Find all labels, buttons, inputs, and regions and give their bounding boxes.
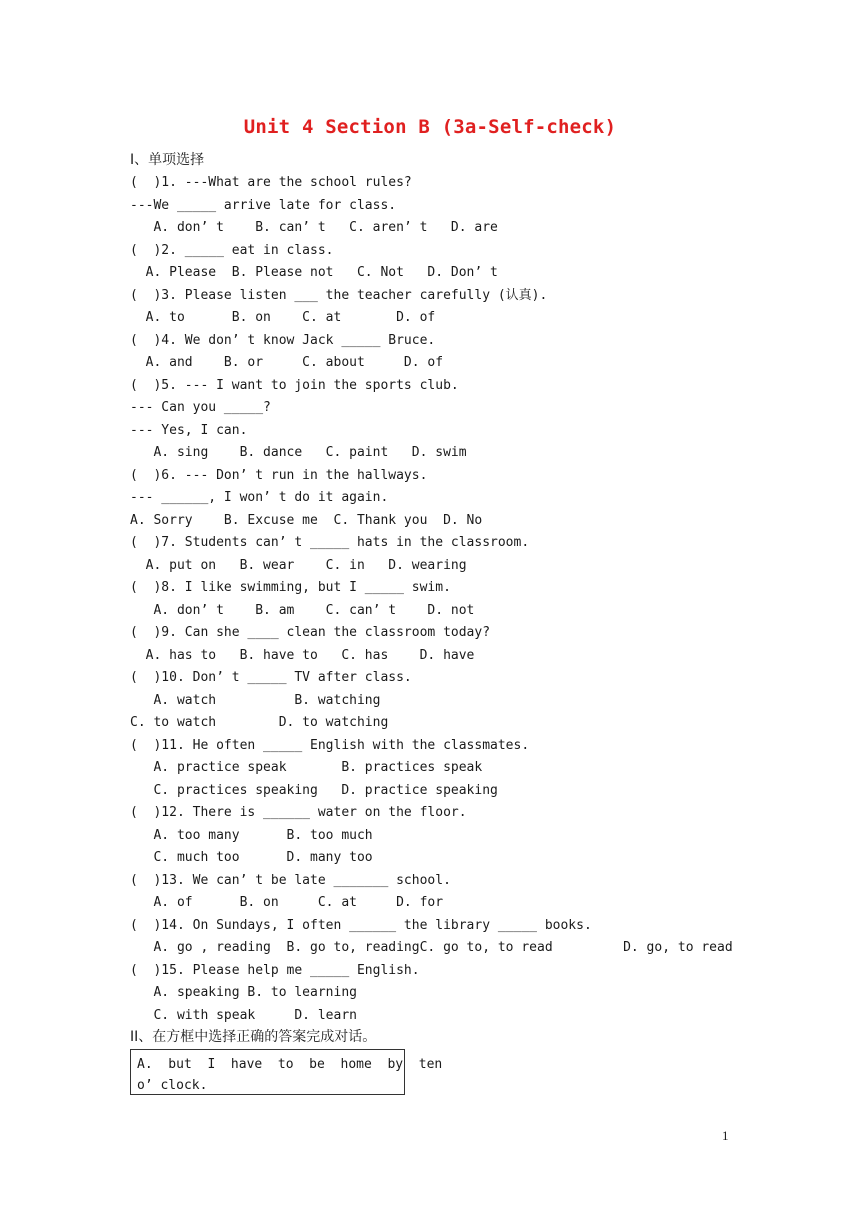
answer-box	[130, 1049, 443, 1095]
question-line: ( )14. On Sundays, I often ______ the library _____ books.	[130, 917, 592, 933]
question-line: A. sing B. dance C. paint D. swim	[130, 445, 467, 460]
question-line: ( )8. I like swimming, but I _____ swim.	[130, 580, 451, 595]
page-title: Unit 4 Section B (3a-Self-check)	[243, 116, 617, 138]
question-line: --- Can you _____?	[130, 400, 271, 415]
section-heading-2: II、在方框中选择正确的答案完成对话。	[130, 1029, 377, 1045]
question-line: ( )2. _____ eat in class.	[130, 242, 334, 258]
question-line: ( )5. --- I want to join the sports club.	[130, 377, 459, 393]
question-line: A. Please B. Please not C. Not D. Don’ t	[130, 265, 498, 280]
question-line: ( )10. Don’ t _____ TV after class.	[130, 670, 412, 685]
question-line: ( )12. There is ______ water on the floor.	[130, 805, 467, 820]
question-line: --- ______, I won’ t do it again.	[130, 490, 389, 505]
question-line: A. don’ t B. can’ t C. aren’ t D. are	[130, 220, 498, 235]
question-line: ( )6. --- Don’ t run in the hallways.	[130, 467, 428, 483]
question-line: A. to B. on C. at D. of	[130, 310, 436, 325]
question-line: A. put on B. wear C. in D. wearing	[130, 557, 467, 573]
page-number: 1	[722, 1128, 729, 1143]
question-line: A. and B. or C. about D. of	[130, 355, 444, 370]
question-line: ( )1. ---What are the school rules?	[130, 175, 412, 190]
question-line: ( )7. Students can’ t _____ hats in the classroom.	[130, 535, 530, 550]
question-line: ( )15. Please help me _____ English.	[130, 962, 420, 978]
question-line: ( )11. He often _____ English with the classmates.	[130, 737, 530, 753]
question-line: ( )4. We don’ t know Jack _____ Bruce.	[130, 332, 436, 348]
box-line: o’ clock.	[137, 1078, 208, 1093]
question-line: C. with speak D. learn	[130, 1007, 357, 1023]
question-line: A. speaking B. to learning	[130, 985, 357, 1000]
question-line: A. too many B. too much	[130, 827, 373, 843]
question-line: ( )3. Please listen ___ the teacher carefully (认真).	[130, 287, 548, 303]
question-line: ( )9. Can she ____ clean the classroom today?	[130, 625, 491, 640]
question-line: A. Sorry B. Excuse me C. Thank you D. No	[130, 512, 483, 528]
question-line: C. practices speaking D. practice speaking	[130, 782, 498, 798]
question-line: A. go , reading B. go to, readingC. go to, to read D. go, to read	[130, 940, 733, 955]
question-line: --- Yes, I can.	[130, 422, 248, 438]
question-line: A. has to B. have to C. has D. have	[130, 647, 475, 663]
question-line: A. of B. on C. at D. for	[130, 895, 444, 910]
section-heading-1: I、单项选择	[130, 152, 205, 168]
box-line: A. but I have to be home by ten	[137, 1057, 443, 1072]
question-line: A. watch B. watching	[130, 692, 381, 708]
question-line: ---We _____ arrive late for class.	[130, 197, 397, 213]
question-line: C. to watch D. to watching	[130, 715, 389, 730]
question-line: ( )13. We can’ t be late _______ school.	[130, 872, 451, 888]
question-line: C. much too D. many too	[130, 850, 373, 865]
question-line: A. practice speak B. practices speak	[130, 760, 483, 775]
question-line: A. don’ t B. am C. can’ t D. not	[130, 602, 475, 618]
